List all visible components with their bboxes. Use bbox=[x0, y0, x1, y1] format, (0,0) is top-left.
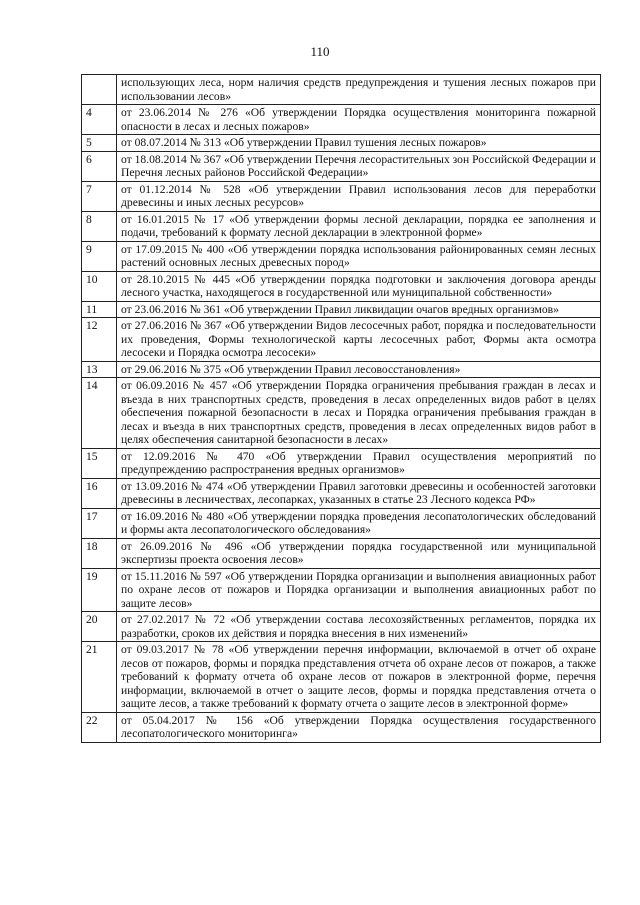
row-number: 11 bbox=[82, 301, 117, 318]
row-number: 10 bbox=[82, 271, 117, 301]
row-number: 16 bbox=[82, 478, 117, 508]
row-number: 21 bbox=[82, 642, 117, 713]
row-text: от 15.11.2016 № 597 «Об утверждении Порядка организации и выполнения авиационных работ по охране лесов от пожаров и Порядка организации и выполнения авиационных работ по защите лесов» bbox=[117, 568, 601, 612]
row-number: 12 bbox=[82, 318, 117, 362]
table-row bbox=[82, 151, 601, 181]
row-text: от 06.09.2016 № 457 «Об утверждении Порядка ограничения пребывания граждан в лесах и въезда в них транспортных средств, проведения в лесах определенных видов работ в целях обеспечения пожарной безопасности в лесах и Порядка ограничения пребывания граждан в лесах и въезда в них транспортных средств, проведения в лесах определенных видов работ в целях обеспечения санитарной безопасности в лесах» bbox=[117, 378, 601, 449]
row-number: 7 bbox=[82, 181, 117, 211]
row-number: 4 bbox=[82, 105, 117, 135]
table-row bbox=[82, 642, 601, 713]
row-number: 8 bbox=[82, 211, 117, 241]
page-number: 110 bbox=[310, 44, 330, 59]
table-row bbox=[82, 75, 601, 105]
row-text: от 28.10.2015 № 445 «Об утверждении порядка подготовки и заключения договора аренды лесного участка, находящегося в государственной или муниципальной собственности» bbox=[117, 271, 601, 301]
table-row bbox=[82, 135, 601, 152]
row-number: 19 bbox=[82, 568, 117, 612]
table-row bbox=[82, 478, 601, 508]
row-number: 9 bbox=[82, 241, 117, 271]
row-text: от 05.04.2017 № 156 «Об утверждении Порядка осуществления государственного лесопатологического мониторинга» bbox=[117, 712, 601, 742]
row-text: от 09.03.2017 № 78 «Об утверждении перечня информации, включаемой в отчет об охране лесов от пожаров, формы и порядка представления отчета об охране лесов от пожаров, а также требований к формату отчета об охране лесов от пожаров в электронной форме, перечня информации, включаемой в отчет о защите лесов, формы и порядка представления отчета о защите лесов, а также требований к формату отчета о защите лесов в электронной форме» bbox=[117, 642, 601, 713]
table-row bbox=[82, 211, 601, 241]
row-text: от 26.09.2016 № 496 «Об утверждении порядка государственной или муниципальной экспертизы проекта освоения лесов» bbox=[117, 538, 601, 568]
row-text: от 13.09.2016 № 474 «Об утверждении Правил заготовки древесины и особенностей заготовки древесины в лесничествах, лесопарках, указанных в статье 23 Лесного кодекса РФ» bbox=[117, 478, 601, 508]
row-number: 20 bbox=[82, 612, 117, 642]
row-text: от 17.09.2015 № 400 «Об утверждении порядка использования районированных семян лесных растений основных лесных древесных пород» bbox=[117, 241, 601, 271]
row-text: от 27.02.2017 № 72 «Об утверждении состава лесохозяйственных регламентов, порядка их разработки, сроков их действия и порядка внесения в них изменений» bbox=[117, 612, 601, 642]
table-row bbox=[82, 181, 601, 211]
table-row bbox=[82, 538, 601, 568]
regulations-table-body bbox=[82, 75, 601, 743]
table-row bbox=[82, 448, 601, 478]
row-number: 18 bbox=[82, 538, 117, 568]
row-text: от 27.06.2016 № 367 «Об утверждении Видов лесосечных работ, порядка и последовательности их проведения, Формы технологической карты лесосечных работ, Формы акта осмотра лесосеки и Порядка осмотра лесосеки» bbox=[117, 318, 601, 362]
table-row bbox=[82, 378, 601, 449]
row-number: 22 bbox=[82, 712, 117, 742]
table-row bbox=[82, 712, 601, 742]
row-number: 17 bbox=[82, 508, 117, 538]
row-text: от 18.08.2014 № 367 «Об утверждении Перечня лесорастительных зон Российской Федерации и Перечня лесных районов Российской Федерации» bbox=[117, 151, 601, 181]
table-row bbox=[82, 318, 601, 362]
row-text: от 16.01.2015 № 17 «Об утверждении формы лесной декларации, порядка ее заполнения и подачи, требований к формату лесной декларации в электронной форме» bbox=[117, 211, 601, 241]
row-text: использующих леса, норм наличия средств предупреждения и тушения лесных пожаров при использовании лесов» bbox=[117, 75, 601, 105]
row-number: 15 bbox=[82, 448, 117, 478]
row-text: от 12.09.2016 № 470 «Об утверждении Правил осуществления мероприятий по предупреждению распространения вредных организмов» bbox=[117, 448, 601, 478]
table-row bbox=[82, 271, 601, 301]
row-text: от 16.09.2016 № 480 «Об утверждении порядка проведения лесопатологических обследований и формы акта лесопатологического обследования» bbox=[117, 508, 601, 538]
row-text: от 23.06.2014 № 276 «Об утверждении Порядка осуществления мониторинга пожарной опасности в лесах и лесных пожаров» bbox=[117, 105, 601, 135]
table-row bbox=[82, 361, 601, 378]
row-number: 6 bbox=[82, 151, 117, 181]
row-number: 14 bbox=[82, 378, 117, 449]
table-row bbox=[82, 241, 601, 271]
table-row bbox=[82, 301, 601, 318]
regulations-table bbox=[81, 74, 601, 743]
row-number: 13 bbox=[82, 361, 117, 378]
table-row bbox=[82, 612, 601, 642]
table-row bbox=[82, 568, 601, 612]
row-number bbox=[82, 75, 117, 105]
row-text: от 29.06.2016 № 375 «Об утверждении Правил лесовосстановления» bbox=[117, 361, 601, 378]
row-text: от 01.12.2014 № 528 «Об утверждении Правил использования лесов для переработки древесины и иных лесных ресурсов» bbox=[117, 181, 601, 211]
table-row bbox=[82, 105, 601, 135]
table-row bbox=[82, 508, 601, 538]
row-text: от 08.07.2014 № 313 «Об утверждении Правил тушения лесных пожаров» bbox=[117, 135, 601, 152]
row-text: от 23.06.2016 № 361 «Об утверждении Правил ликвидации очагов вредных организмов» bbox=[117, 301, 601, 318]
row-number: 5 bbox=[82, 135, 117, 152]
